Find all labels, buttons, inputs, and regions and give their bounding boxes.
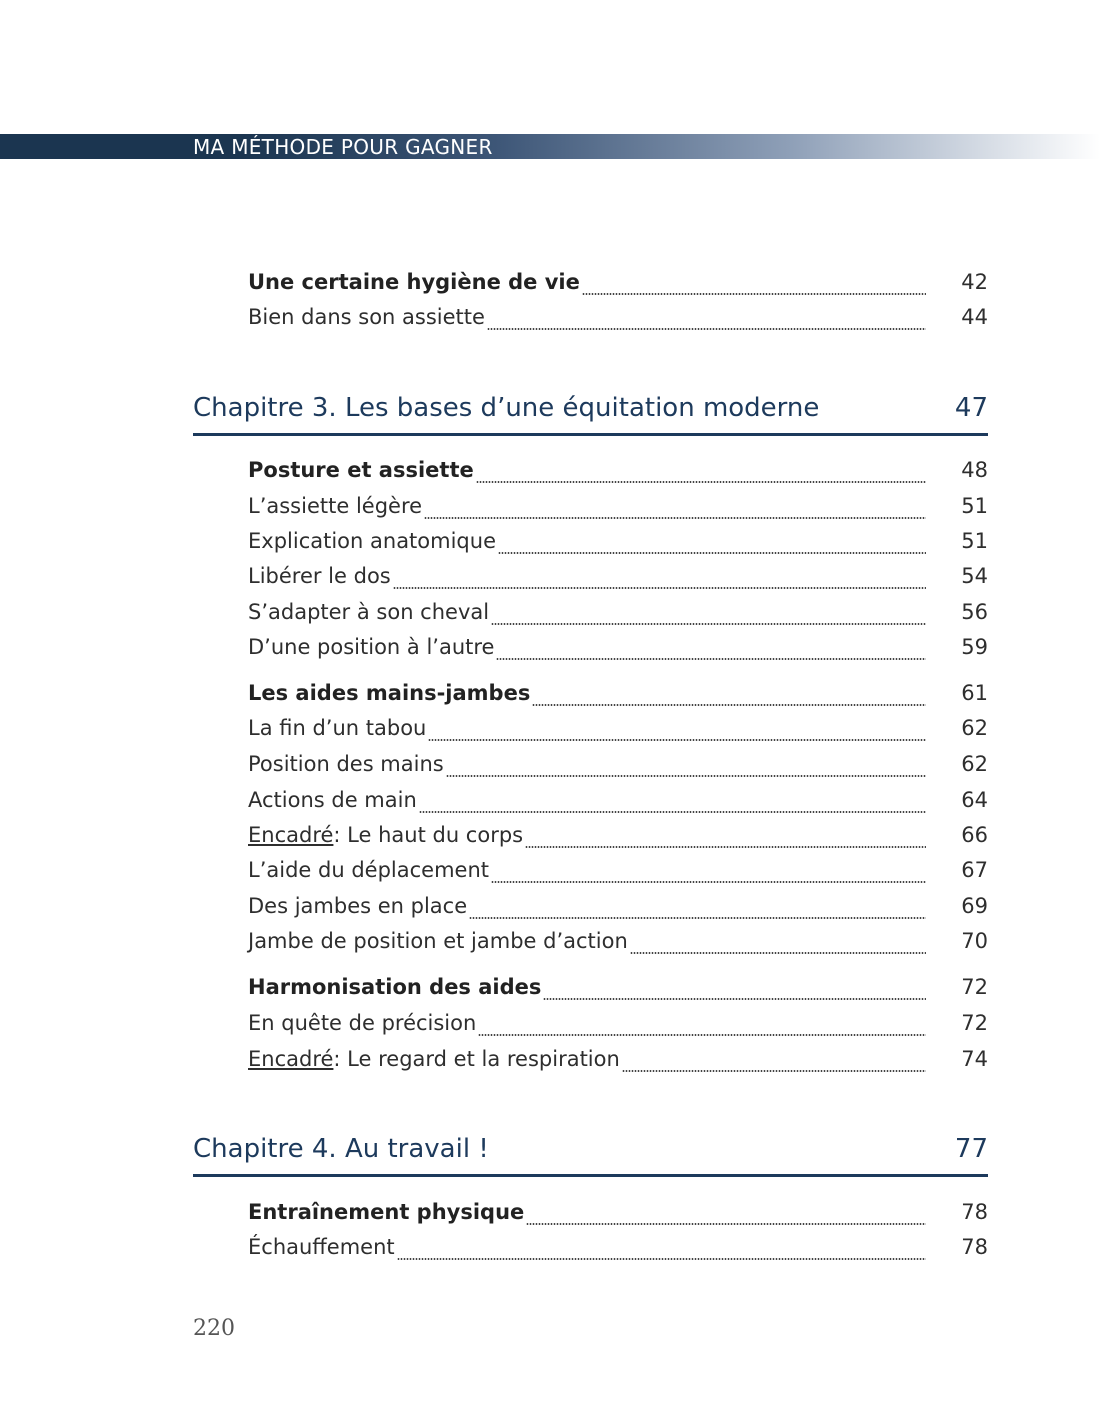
encadre-prefix: Encadré xyxy=(248,823,334,847)
dot-leader xyxy=(491,623,926,625)
dot-leader xyxy=(582,293,926,295)
toc-entry-page: 48 xyxy=(961,458,988,482)
toc-entry-label: Harmonisation des aides xyxy=(248,975,542,999)
toc-entry-label: L’assiette légère xyxy=(248,494,423,518)
chapter-heading[interactable] xyxy=(193,393,988,436)
chapter-heading[interactable] xyxy=(193,1134,988,1177)
toc-entry-label: Actions de main xyxy=(248,788,417,812)
toc-entry[interactable] xyxy=(248,1047,988,1079)
toc-entry[interactable] xyxy=(248,270,988,302)
toc-entry-page: 64 xyxy=(961,788,988,812)
dot-leader xyxy=(525,846,926,848)
running-header-title: MA MÉTHODE POUR GAGNER xyxy=(193,135,493,159)
toc-entry-page: 42 xyxy=(961,270,988,294)
chapter-page: 47 xyxy=(954,393,988,423)
dot-leader xyxy=(424,517,926,519)
toc-entry-label: Libérer le dos xyxy=(248,564,391,588)
toc-entry[interactable] xyxy=(248,788,988,820)
toc-entry[interactable] xyxy=(248,635,988,667)
toc-entry-page: 59 xyxy=(961,635,988,659)
dot-leader xyxy=(491,881,926,883)
chapter-title: Chapitre 4. Au travail ! xyxy=(193,1134,489,1164)
running-header-band xyxy=(0,134,1100,159)
toc-entry-label: Bien dans son assiette xyxy=(248,305,485,329)
toc-entry-page: 72 xyxy=(961,975,988,999)
toc-entry-page: 78 xyxy=(961,1235,988,1259)
dot-leader xyxy=(419,811,926,813)
chapter-title: Chapitre 3. Les bases d’une équitation moderne xyxy=(193,393,820,423)
toc-entry-page: 62 xyxy=(961,752,988,776)
toc-entry-page: 62 xyxy=(961,716,988,740)
toc-entry[interactable] xyxy=(248,1200,988,1232)
toc-entry[interactable] xyxy=(248,1011,988,1043)
toc-entry-page: 72 xyxy=(961,1011,988,1035)
dot-leader xyxy=(630,952,926,954)
toc-entry-page: 51 xyxy=(961,494,988,518)
toc-entry-label: Échauffement xyxy=(248,1235,395,1259)
toc-entry-label: Une certaine hygiène de vie xyxy=(248,270,580,294)
dot-leader xyxy=(478,1034,926,1036)
dot-leader xyxy=(469,917,926,919)
toc-entry[interactable] xyxy=(248,752,988,784)
toc-entry-page: 69 xyxy=(961,894,988,918)
dot-leader xyxy=(428,739,926,741)
toc-entry-label: Posture et assiette xyxy=(248,458,474,482)
toc-entry-label: : Le haut du corps xyxy=(333,823,524,847)
dot-leader xyxy=(496,658,926,660)
toc-entry-label: Jambe de position et jambe d’action xyxy=(248,929,628,953)
toc-entry-page: 70 xyxy=(961,929,988,953)
toc-entry-label: D’une position à l’autre xyxy=(248,635,495,659)
toc-entry-label: Des jambes en place xyxy=(248,894,468,918)
dot-leader xyxy=(526,1223,926,1225)
toc-entry-page: 56 xyxy=(961,600,988,624)
toc-entry-page: 54 xyxy=(961,564,988,588)
toc-entry[interactable] xyxy=(248,823,988,855)
toc-entry[interactable] xyxy=(248,458,988,490)
toc-entry[interactable] xyxy=(248,494,988,526)
toc-entry-label: : Le regard et la respiration xyxy=(333,1047,620,1071)
toc-entry[interactable] xyxy=(248,600,988,632)
toc-entry[interactable] xyxy=(248,681,988,713)
chapter-page: 77 xyxy=(954,1134,988,1164)
toc-entry[interactable] xyxy=(248,975,988,1007)
toc-entry-label: Entraînement physique xyxy=(248,1200,525,1224)
toc-entry-page: 61 xyxy=(961,681,988,705)
toc-entry-page: 51 xyxy=(961,529,988,553)
dot-leader xyxy=(476,481,926,483)
toc-entry-label: Explication anatomique xyxy=(248,529,496,553)
dot-leader xyxy=(532,704,926,706)
dot-leader xyxy=(446,775,926,777)
toc-entry[interactable] xyxy=(248,529,988,561)
dot-leader xyxy=(543,998,926,1000)
page-number: 220 xyxy=(193,1316,235,1341)
encadre-prefix: Encadré xyxy=(248,1047,334,1071)
toc-entry[interactable] xyxy=(248,894,988,926)
toc-entry[interactable] xyxy=(248,1235,988,1267)
toc-entry-label: Position des mains xyxy=(248,752,444,776)
dot-leader xyxy=(487,328,926,330)
toc-entry-label: L’aide du déplacement xyxy=(248,858,489,882)
dot-leader xyxy=(498,552,926,554)
dot-leader xyxy=(393,587,926,589)
toc-entry[interactable] xyxy=(248,929,988,961)
toc-entry[interactable] xyxy=(248,858,988,890)
toc-entry-page: 78 xyxy=(961,1200,988,1224)
toc-entry[interactable] xyxy=(248,305,988,337)
dot-leader xyxy=(397,1258,926,1260)
toc-entry-label: La fin d’un tabou xyxy=(248,716,427,740)
toc-entry[interactable] xyxy=(248,716,988,748)
toc-entry-page: 67 xyxy=(961,858,988,882)
toc-entry[interactable] xyxy=(248,564,988,596)
toc-entry-page: 74 xyxy=(961,1047,988,1071)
toc-entry-page: 66 xyxy=(961,823,988,847)
dot-leader xyxy=(622,1070,926,1072)
toc-entry-label: En quête de précision xyxy=(248,1011,477,1035)
toc-entry-label: S’adapter à son cheval xyxy=(248,600,490,624)
toc-entry-page: 44 xyxy=(961,305,988,329)
toc-entry-label: Les aides mains-jambes xyxy=(248,681,531,705)
